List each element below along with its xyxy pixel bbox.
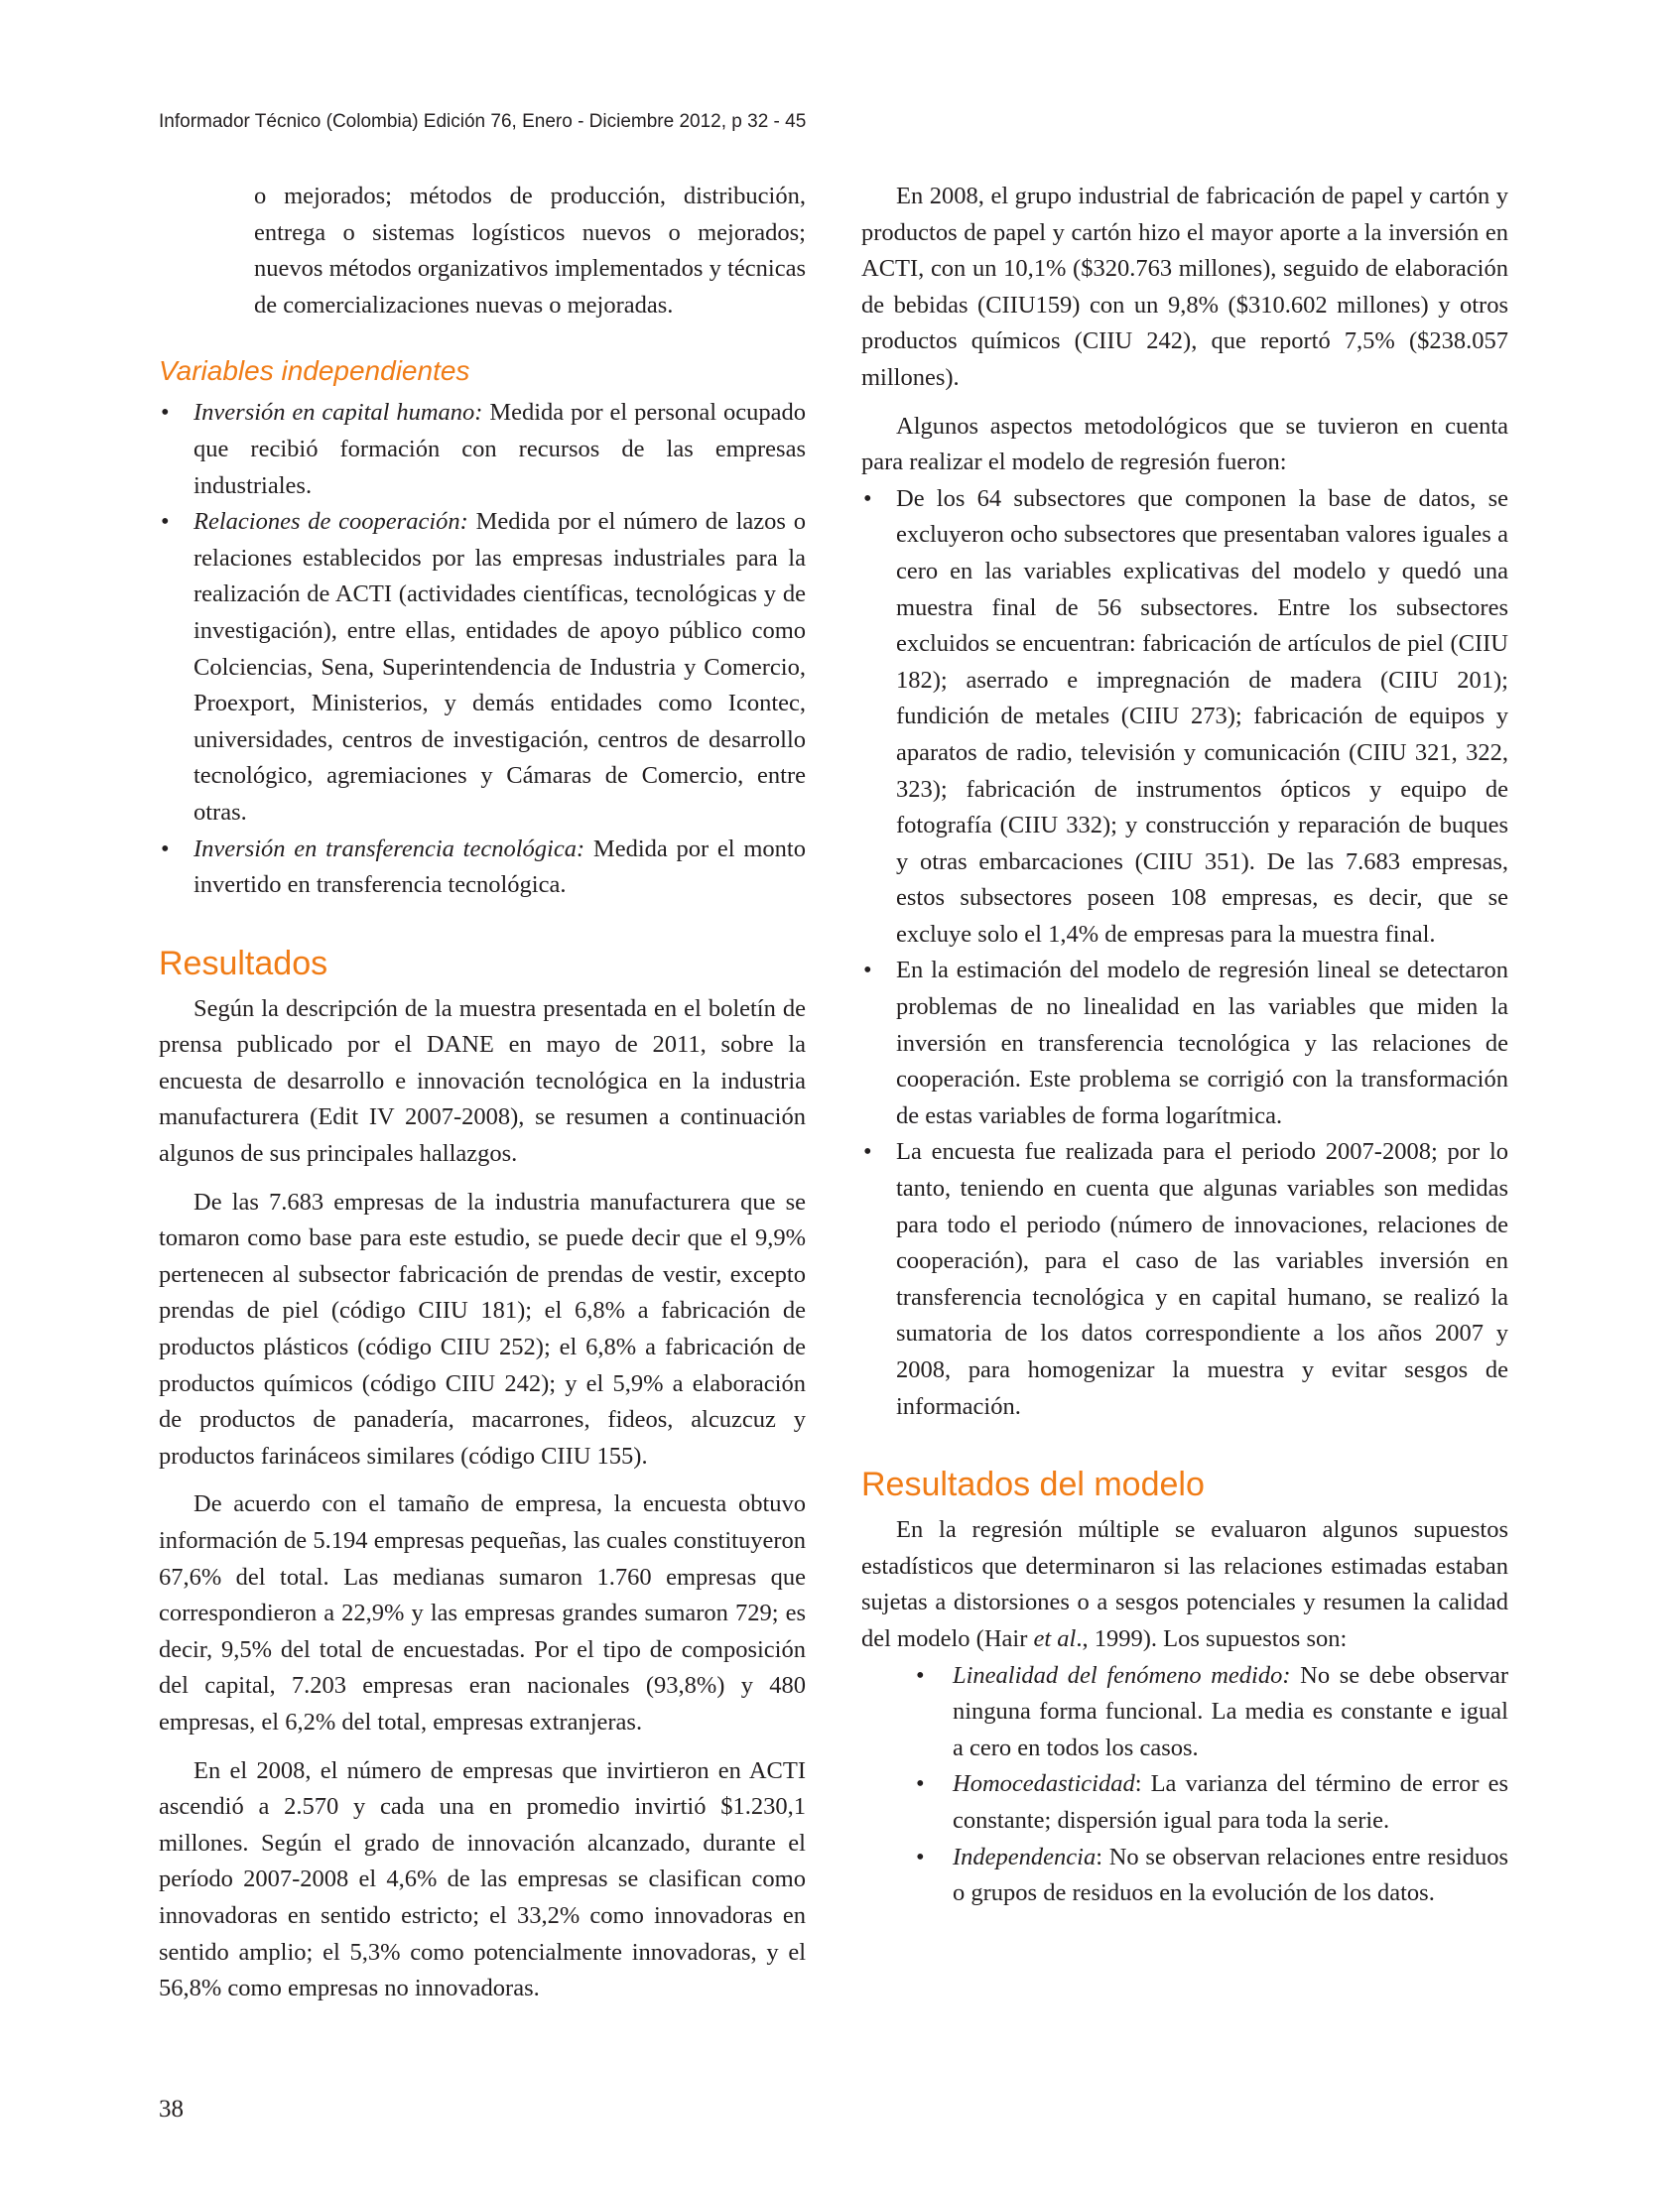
model-results-heading: Resultados del modelo [861, 1466, 1205, 1504]
bullet-icon: • [916, 1843, 925, 1870]
list-item [159, 504, 806, 831]
term: Independencia [953, 1843, 1097, 1870]
results-heading: Resultados [159, 944, 328, 982]
definition: Medida por el personal ocupado que recibió formación con recursos de las empresas industriales. [194, 399, 806, 499]
term: Inversión en capital humano: [194, 399, 483, 427]
term: Linealidad del fenómeno medido: [953, 1661, 1291, 1689]
methodology-list [861, 481, 1508, 1425]
variables-heading: Variables independientes [159, 355, 470, 387]
term: Homocedasticidad [953, 1770, 1135, 1798]
term: Relaciones de cooperación: [194, 508, 468, 536]
bullet-icon: • [863, 957, 872, 984]
bullet-icon: • [863, 484, 872, 512]
paragraph: En el 2008, el número de empresas que invirtieron en ACTI ascendió a 2.570 y cada una en promedio invirtió $1.230,1 millones. Según el grado de innovación alcanzado, durante el período 2007-2008 el 4,6% de las empresas se clasifican como innovadoras en sentido estricto; el 33,2% como innovadoras en sentido amplio; el 5,3% como potencialmente innovadoras, y el 56,8% como empresas no innovadoras. [159, 1756, 806, 2002]
paragraph: Según la descripción de la muestra presentada en el boletín de prensa publicado por el DANE en mayo de 2011, sobre la encuesta de desarrollo e innovación tecnológica en la industria manufacturera (Edit IV 2007-2008), se resumen a continuación algunos de sus principales hallazgos. [159, 994, 806, 1168]
list-item [861, 1840, 1508, 1912]
bullet-icon: • [916, 1661, 925, 1689]
definition: No se debe observar ninguna forma funcional. La media es constante e igual a cero en todos los casos. [953, 1661, 1508, 1761]
bullet-icon: • [916, 1770, 925, 1798]
variables-list [159, 395, 806, 903]
paragraph [861, 1512, 1508, 1657]
bullet-icon: • [161, 399, 170, 427]
term: Inversión en transferencia tecnológica: [194, 835, 585, 862]
definition: Medida por el número de lazos o relaciones establecidos por las empresas industriales para la realización de ACTI (actividades científicas, tecnológicas y de investigación), entre ellas, entidades de apoyo público como Colciencias, Sena, Superintendencia de Industria y Comercio, Proexport, Ministerios, y demás entidades como Icontec, universidades, centros de investigación, centros de desarrollo tecnológico, agremiaciones y Cámaras de Comercio, entre otras. [194, 508, 806, 826]
text-run: En la regresión múltiple se evaluaron algunos supuestos estadísticos que determinaron si las relaciones estimadas estaban sujetas a distorsiones o a sesgos potenciales y resumen la calidad del modelo (Hair [861, 1516, 1508, 1652]
intro-continuation: o mejorados; métodos de producción, distribución, entrega o sistemas logísticos nuevos o mejorados; nuevos métodos organizativos implementados y técnicas de comercializaciones nuevas o mejoradas. [254, 183, 806, 319]
running-header: Informador Técnico (Colombia) Edición 76, Enero - Diciembre 2012, p 32 - 45 [159, 111, 807, 132]
definition: : La varianza del término de error es constante; dispersión igual para toda la serie. [953, 1770, 1508, 1834]
paragraph: De las 7.683 empresas de la industria manufacturera que se tomaron como base para este estudio, se puede decir que el 9,9% pertenecen al subsector fabricación de prendas de vestir, excepto prendas de piel (código CIIU 181); el 6,8% a fabricación de productos plásticos (código CIIU 252); el 6,8% a fabricación de productos químicos (código CIIU 242); y el 5,9% a elaboración de productos de panadería, macarrones, fideos, alcuzcuz y productos farináceos similares (código CIIU 155). [159, 1188, 806, 1470]
page-number: 38 [159, 2096, 184, 2123]
definition: Medida por el monto invertido en transferencia tecnológica. [194, 835, 806, 899]
list-item [861, 1766, 1508, 1839]
list-item [159, 395, 806, 504]
paragraph: Algunos aspectos metodológicos que se tuvieron en cuenta para realizar el modelo de regresión fueron: [861, 412, 1508, 476]
list-item [861, 1658, 1508, 1767]
list-item [861, 481, 1508, 954]
list-text: La encuesta fue realizada para el periodo 2007-2008; por lo tanto, teniendo en cuenta que algunas variables son medidas para todo el periodo (número de innovaciones, relaciones de cooperación), para el caso de las variables inversión en transferencia tecnológica y en capital humano, se realizó la sumatoria de los datos correspondiente a los años 2007 y 2008, para homogenizar la muestra y evitar sesgos de información. [896, 1138, 1508, 1420]
paragraph: En 2008, el grupo industrial de fabricación de papel y cartón y productos de papel y cartón hizo el mayor aporte a la inversión en ACTI, con un 10,1% ($320.763 millones), seguido de elaboración de bebidas (CIIU159) con un 9,8% ($310.602 millones) y otros productos químicos (CIIU 242), que reportó 7,5% ($238.057 millones). [861, 183, 1508, 391]
assumptions-list [861, 1658, 1508, 1912]
citation-etal: et al [1033, 1624, 1077, 1652]
definition: : No se observan relaciones entre residuos o grupos de residuos en la evolución de los datos. [953, 1843, 1508, 1907]
bullet-icon: • [863, 1138, 872, 1166]
left-column [159, 179, 806, 2007]
bullet-icon: • [161, 835, 170, 862]
list-text: En la estimación del modelo de regresión lineal se detectaron problemas de no linealidad en las variables que miden la inversión en transferencia tecnológica y las relaciones de cooperación. Este problema se corrigió con la transformación de estas variables de forma logarítmica. [896, 957, 1508, 1129]
list-item [861, 1134, 1508, 1425]
text-run: ., 1999). Los supuestos son: [1076, 1624, 1348, 1652]
list-text: De los 64 subsectores que componen la base de datos, se excluyeron ocho subsectores que presentaban valores iguales a cero en las variables explicativas del modelo y quedó una muestra final de 56 subsectores. Entre los subsectores excluidos se encuentran: fabricación de artículos de piel (CIIU 182); aserrado e impregnación de madera (CIIU 201); fundición de metales (CIIU 273); fabricación de equipos y aparatos de radio, televisión y comunicación (CIIU 321, 322, 323); fabricación de instrumentos ópticos y equipo de fotografía (CIIU 332); y construcción y reparación de buques y otras embarcaciones (CIIU 351). De las 7.683 empresas, estos subsectores poseen 108 empresas, es decir, que se excluye solo el 1,4% de empresas para la muestra final. [896, 484, 1508, 948]
list-item [159, 832, 806, 904]
right-column [861, 179, 1508, 1912]
list-item [861, 953, 1508, 1134]
paragraph: De acuerdo con el tamaño de empresa, la encuesta obtuvo información de 5.194 empresas pequeñas, las cuales constituyeron 67,6% del total. Las medianas sumaron 1.760 empresas que correspondieron a 22,9% y las empresas grandes sumaron 729; es decir, 9,5% del total de encuestadas. Por el tipo de composición del capital, 7.203 empresas eran nacionales (93,8%) y 480 empresas, el 6,2% del total, empresas extranjeras. [159, 1490, 806, 1736]
bullet-icon: • [161, 508, 170, 536]
